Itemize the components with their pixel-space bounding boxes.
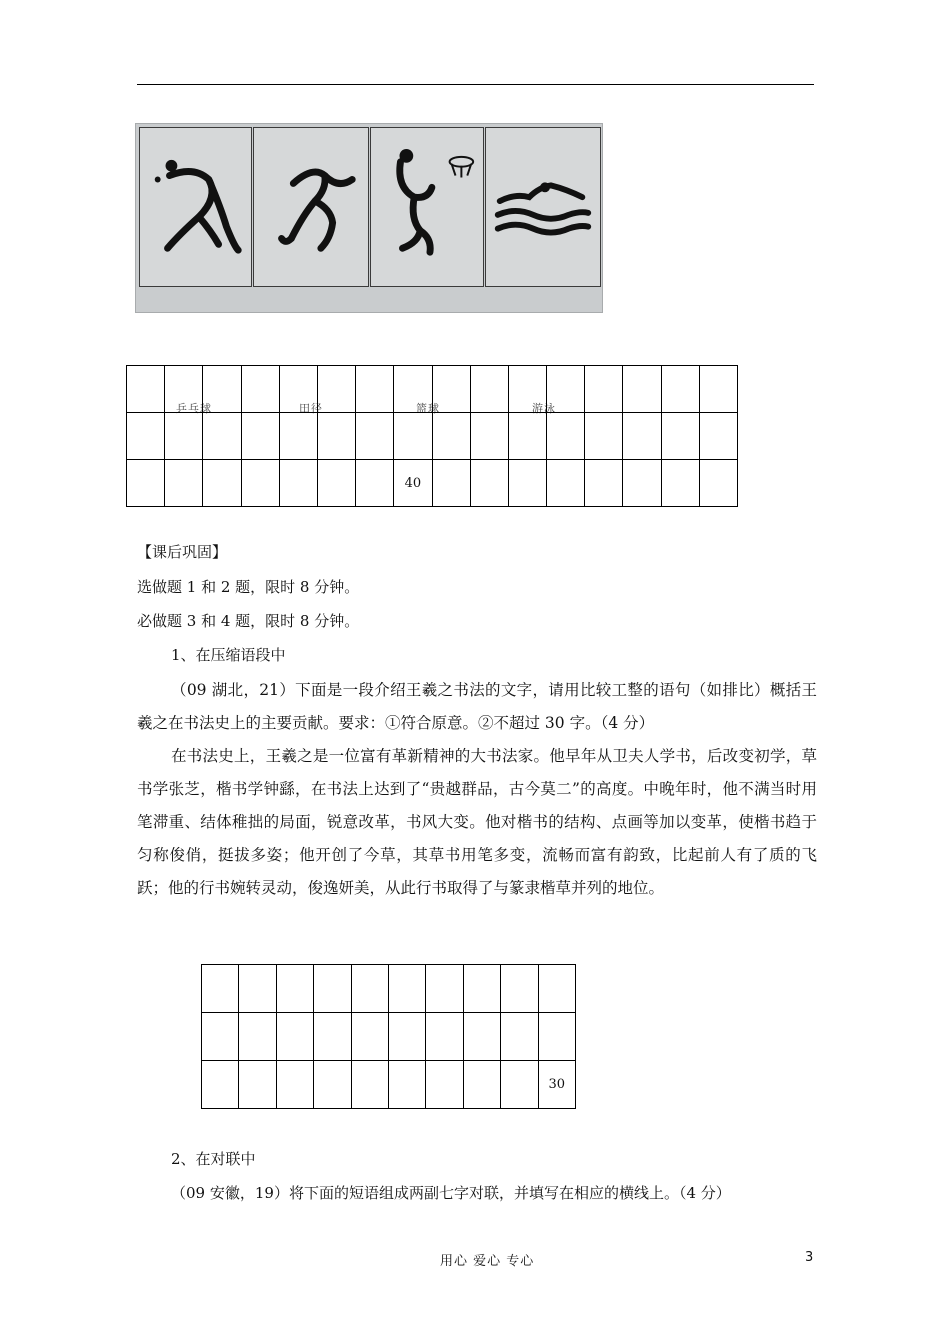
question-1-heading: 1、在压缩语段中 — [171, 646, 286, 664]
table-tennis-pictogram-icon — [139, 127, 252, 287]
pictogram-label: 游泳 — [532, 402, 556, 415]
answer-grid-40 — [126, 365, 738, 507]
grid-row — [127, 460, 738, 507]
instruction-required: 必做题 3 和 4 题，限时 8 分钟。 — [137, 612, 360, 630]
grid-row — [202, 1061, 576, 1109]
footer-motto: 用心 爱心 专心 — [440, 1254, 535, 1269]
section-title: 【课后巩固】 — [137, 543, 228, 561]
grid-count-marker: 40 — [394, 460, 432, 507]
grid-row — [202, 965, 576, 1013]
grid-row — [127, 413, 738, 460]
athletics-pictogram-icon — [253, 127, 369, 287]
grid-count-marker: 30 — [538, 1061, 575, 1109]
answer-grid-30 — [201, 964, 576, 1109]
sports-pictogram-image — [135, 123, 603, 415]
pictogram-label: 田径 — [299, 402, 323, 415]
question-1-passage: 在书法史上，王羲之是一位富有革新精神的大书法家。他早年从卫夫人学书，后改变初学，草书学张芝，楷书学钟繇，在书法上达到了“贵越群品，古今莫二”的高度。中晚年时，他不满当时用笔滞重、结体稚拙的局面，锐意改革，书风大变。他对楷书的结构、点画等加以变革，使楷书趋于匀称俊俏，挺拔多姿；他开创了今草，其草书用笔多变，流畅而富有韵致，比起前人有了质的飞跃；他的行书婉转灵动，俊逸妍美，从此行书取得了与篆隶楷草并列的地位。 — [137, 747, 817, 897]
question-2-prompt: （09 安徽，19）将下面的短语组成两副七字对联，并填写在相应的横线上。（4 分） — [171, 1184, 731, 1202]
basketball-pictogram-icon — [370, 127, 484, 287]
question-1-prompt: （09 湖北，21）下面是一段介绍王羲之书法的文字，请用比较工整的语句（如排比）概括王羲之在书法史上的主要贡献。要求：①符合原意。②不超过 30 字。（4 分） — [137, 681, 817, 732]
pictogram-label: 乒乓球 — [176, 402, 212, 415]
swimming-pictogram-icon — [485, 127, 601, 287]
instruction-optional: 选做题 1 和 2 题，限时 8 分钟。 — [137, 578, 360, 596]
grid-row — [127, 366, 738, 413]
grid-row — [202, 1013, 576, 1061]
header-rule — [137, 84, 814, 85]
page-number: 3 — [805, 1250, 814, 1265]
pictogram-label: 篮球 — [416, 402, 440, 415]
question-2-heading: 2、在对联中 — [171, 1150, 256, 1168]
